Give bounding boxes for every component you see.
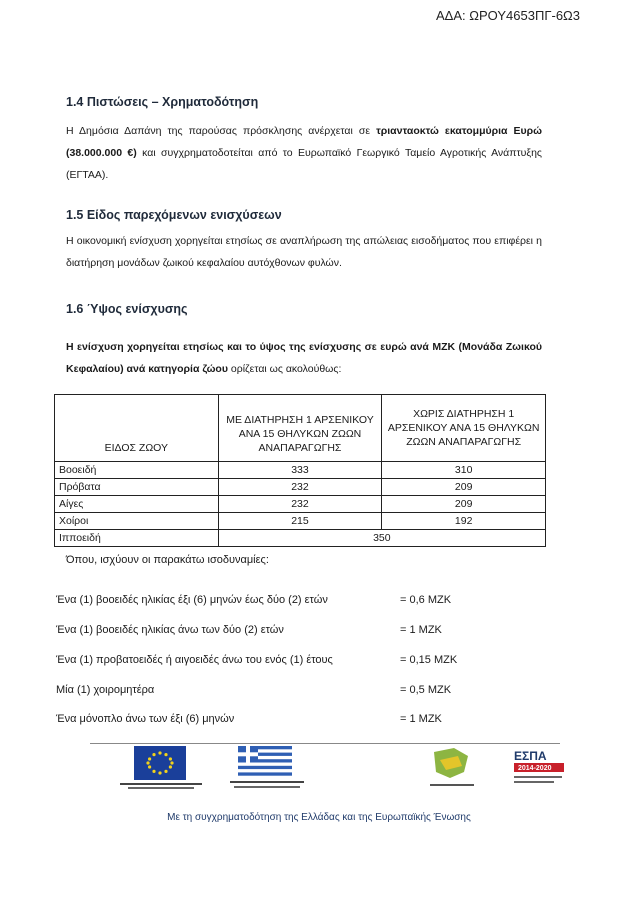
cell-with: 232 <box>218 479 382 496</box>
equivalence-row <box>56 594 536 606</box>
cell-merged-value: 350 <box>218 530 545 547</box>
equivalence-row <box>56 684 536 696</box>
espa-caption-line <box>514 776 562 778</box>
espa-caption-line <box>514 781 554 783</box>
equivalence-value: = 0,15 ΜΖΚ <box>400 654 458 666</box>
cell-without: 209 <box>382 479 546 496</box>
s14-text-part1: Η Δημόσια Δαπάνη της παρούσας πρόσκλησης ανέρχεται σε <box>66 125 377 137</box>
cell-animal: Ιπποειδή <box>55 530 219 547</box>
table-row <box>55 496 546 513</box>
cell-animal: Πρόβατα <box>55 479 219 496</box>
equivalence-row <box>56 654 536 666</box>
equivalence-value: = 1 ΜΖΚ <box>400 624 442 636</box>
greek-caption-line <box>234 786 300 788</box>
s14-text-part2: και συγχρηματοδοτείται από το Ευρωπαϊκό Γεωργικό Ταμείο Αγροτικής Ανάπτυξης (ΕΓΤΑΑ). <box>66 147 542 181</box>
equivalence-label: Ένα (1) βοοειδές ηλικίας έξι (6) μηνών έως δύο (2) ετών <box>56 594 328 606</box>
table-header-row <box>55 395 546 462</box>
section-1-4-title: 1.4 Πιστώσεις – Χρηματοδότηση <box>66 95 259 109</box>
s14-amount: τριανταοκτώ εκατομμύρια Ευρώ (38.000.000 €) <box>66 125 542 159</box>
table-row <box>55 462 546 479</box>
espa-years: 2014-2020 <box>518 765 552 772</box>
cell-with: 232 <box>218 496 382 513</box>
cell-animal: Χοίροι <box>55 513 219 530</box>
s16-tail: ορίζεται ως ακολούθως: <box>227 363 342 375</box>
equivalence-value: = 1 ΜΖΚ <box>400 713 442 725</box>
section-1-6-text <box>66 336 542 380</box>
ada-code: ΑΔΑ: ΩΡΟΥ4653ΠΓ-6Ω3 <box>436 8 580 23</box>
footer-divider <box>90 743 560 744</box>
table-row <box>55 513 546 530</box>
equivalence-value: = 0,5 ΜΖΚ <box>400 684 452 696</box>
espa-title: ΕΣΠΑ <box>514 749 547 763</box>
equivalences-intro: Όπου, ισχύουν οι παρακάτω ισοδυναμίες: <box>66 554 269 566</box>
cell-with: 333 <box>218 462 382 479</box>
cell-without: 209 <box>382 496 546 513</box>
equivalence-label: Ένα μόνοπλο άνω των έξι (6) μηνών <box>56 713 235 725</box>
equivalence-label: Μία (1) χοιρομητέρα <box>56 684 155 696</box>
rural-caption-line <box>430 784 474 786</box>
eu-flag-field <box>134 746 186 780</box>
eu-caption-line <box>120 783 202 785</box>
equivalence-row <box>56 713 536 725</box>
greek-flag <box>238 746 292 776</box>
equivalence-value: = 0,6 ΜΖΚ <box>400 594 452 606</box>
section-1-5-text: Η οικονομική ενίσχυση χορηγείται ετησίως σε αναπλήρωση της απώλειας εισοδήματος που επιφέρει η διατήρηση μονάδων ζωικού κεφαλαίου αυτόχθονων φυλών. <box>66 235 542 269</box>
s16-bold-text: Η ενίσχυση χορηγείται ετησίως και το ύψος της ενίσχυσης σε ευρώ ανά ΜΖΚ (Μονάδα Ζωικού Κεφαλαίου) ανά κατηγορία ζώου <box>66 341 542 375</box>
col-header-with: ΜΕ ΔΙΑΤΗΡΗΣΗ 1 ΑΡΣΕΝΙΚΟΥ ΑΝΑ 15 ΘΗΛΥΚΩΝ ΖΩΩΝ ΑΝΑΠΑΡΑΓΩΓΗΣ <box>218 395 382 462</box>
cell-with: 215 <box>218 513 382 530</box>
greek-caption-line <box>230 781 304 783</box>
table-row <box>55 530 546 547</box>
cell-without: 192 <box>382 513 546 530</box>
eu-flag-logo <box>120 746 202 792</box>
cell-without: 310 <box>382 462 546 479</box>
table-row <box>55 479 546 496</box>
rural-development-logo <box>424 746 480 792</box>
aid-table <box>54 394 546 547</box>
equivalence-row <box>56 624 536 636</box>
espa-logo <box>512 748 568 790</box>
footer-cofunding-text: Με τη συγχρηματοδότηση της Ελλάδας και της Ευρωπαϊκής Ένωσης <box>167 812 471 823</box>
equivalence-label: Ένα (1) βοοειδές ηλικίας άνω των δύο (2) ετών <box>56 624 284 636</box>
cell-animal: Βοοειδή <box>55 462 219 479</box>
greek-flag-logo <box>228 746 306 792</box>
equivalence-label: Ένα (1) προβατοειδές ή αιγοειδές άνω του ενός (1) έτους <box>56 654 333 666</box>
cell-animal: Αίγες <box>55 496 219 513</box>
section-1-6-title: 1.6 Ύψος ενίσχυσης <box>66 302 188 316</box>
col-header-animal: ΕΙΔΟΣ ΖΩΟΥ <box>55 395 219 462</box>
section-1-5-title: 1.5 Είδος παρεχόμενων ενισχύσεων <box>66 208 282 222</box>
section-1-4-text <box>66 120 542 186</box>
eu-caption-line <box>128 787 194 789</box>
col-header-without: ΧΩΡΙΣ ΔΙΑΤΗΡΗΣΗ 1 ΑΡΣΕΝΙΚΟΥ ΑΝΑ 15 ΘΗΛΥΚΩΝ ΖΩΩΝ ΑΝΑΠΑΡΑΓΩΓΗΣ <box>382 395 546 462</box>
